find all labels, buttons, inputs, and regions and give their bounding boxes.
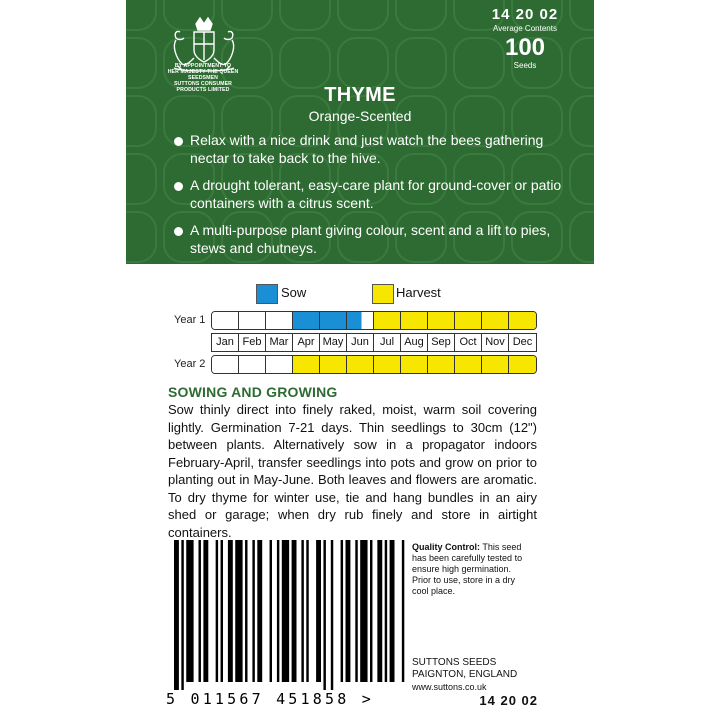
calendar-cell	[509, 312, 536, 329]
month-label: Nov	[482, 334, 509, 351]
barcode-bar	[252, 540, 254, 682]
barcode-bar	[390, 540, 395, 682]
barcode-bar	[270, 540, 272, 682]
barcode-bar	[257, 540, 262, 682]
bullet-text: A drought tolerant, easy-care plant for ground-cover or patio containers with a citrus scent.	[190, 177, 562, 211]
month-label: Dec	[512, 336, 533, 348]
calendar-cell	[428, 312, 455, 329]
product-title: THYME	[324, 84, 396, 106]
month-label: Sep	[428, 334, 455, 351]
barcode-digits: 5 011567 451858 >	[166, 690, 374, 708]
year2-bar	[211, 355, 537, 374]
barcode-bar	[216, 540, 218, 682]
header-panel	[126, 0, 594, 264]
bullet-text: Relax with a nice drink and just watch the bees gathering nectar to take back to the hive.	[190, 132, 544, 166]
seeds-label: Seeds	[513, 61, 537, 70]
calendar-cell	[320, 312, 347, 329]
contents-block	[470, 6, 580, 70]
sow-legend-label: Sow	[281, 285, 307, 300]
month-label: Mar	[266, 334, 293, 351]
month-label: Jul	[374, 334, 401, 351]
barcode-bar	[277, 540, 279, 682]
calendar-cell	[320, 356, 347, 373]
calendar-cell	[239, 356, 266, 373]
bullet-icon	[174, 227, 183, 236]
year2-label: Year 2	[174, 358, 206, 370]
month-label: Jun	[347, 334, 374, 351]
barcode-bar	[282, 540, 289, 682]
barcode-bar	[306, 540, 308, 682]
bullet-icon	[174, 182, 183, 191]
list-item	[174, 176, 586, 212]
calendar-cell	[509, 356, 536, 373]
bullet-text: A multi-purpose plant giving colour, scent and a lift to pies, stews and chutneys.	[190, 222, 551, 256]
company-info	[412, 657, 552, 693]
barcode-bar	[355, 540, 357, 682]
pattern-tile	[396, 0, 446, 30]
barcode-bar	[316, 540, 321, 682]
calendar-cell	[293, 312, 320, 329]
year1-bar	[211, 311, 537, 330]
seed-count: 100	[504, 34, 546, 61]
month-row	[211, 333, 537, 352]
month-label: Apr	[293, 334, 320, 351]
pattern-tile	[126, 212, 156, 262]
quality-text: This seed has been carefully tested to ensure high germination. Prior to use, store in a dry cool place.	[412, 542, 523, 596]
calendar-cell	[347, 356, 374, 373]
barcode-bar	[174, 540, 179, 690]
calendar-cell	[401, 312, 428, 329]
warrant-line: SEEDSMEN	[188, 75, 218, 81]
calendar-cell	[266, 356, 293, 373]
warrant-line: HER MAJESTY THE QUEEN	[167, 69, 239, 75]
month-label: Aug	[401, 334, 428, 351]
quality-control-note	[412, 542, 532, 597]
barcode-bar	[186, 540, 193, 682]
barcode-bar	[199, 540, 201, 682]
sow-swatch	[256, 284, 278, 304]
calendar-cell	[212, 312, 239, 329]
barcode-bar	[203, 540, 208, 682]
seed-packet-back	[126, 0, 594, 720]
pattern-tile	[126, 154, 156, 204]
average-contents-label: Average Contents	[493, 24, 557, 33]
barcode-bar	[346, 540, 351, 682]
calendar-cell	[428, 356, 455, 373]
company-address: PAIGNTON, ENGLAND	[412, 669, 518, 680]
company-name: SUTTONS SEEDS	[412, 657, 497, 668]
calendar-cell	[293, 356, 320, 373]
barcode-bar	[385, 540, 387, 682]
warrant-line: BY APPOINTMENT TO	[174, 63, 232, 69]
barcode-bar	[323, 540, 325, 690]
warrant-line: PRODUCTS LIMITED	[176, 87, 230, 93]
calendar-cell	[374, 356, 401, 373]
bullet-icon	[174, 137, 183, 146]
sowing-instructions: Sow thinly direct into finely raked, moist, warm soil covering lightly. Germination 7-21 days. Thin seedlings to 30cm (12") between plants. Alternatively sow in a propagator indoors February-April, transfer seedlings into pots and grow on prior to planting out in May-June. Both leaves and flowers are aromatic. To dry thyme for winter use, tie and hang bundles in an airy shed or garage; when dry rub finely and store in airtight containers.	[168, 402, 537, 540]
pattern-tile	[126, 0, 156, 30]
calendar-cell	[374, 312, 401, 329]
calendar-cell	[401, 356, 428, 373]
month-label: Feb	[239, 334, 266, 351]
month-label: Jan	[212, 334, 239, 351]
pattern-tile	[280, 0, 330, 30]
barcode-bar	[235, 540, 242, 682]
company-url: www.suttons.co.uk	[412, 682, 487, 692]
barcode-bar	[292, 540, 297, 682]
calendar-cell	[482, 356, 509, 373]
barcode-bar	[245, 540, 247, 682]
pattern-tile	[338, 38, 388, 88]
calendar-cell	[347, 312, 374, 329]
calendar-cell	[266, 312, 293, 329]
year1-label: Year 1	[174, 314, 206, 326]
quality-label: Quality Control:	[412, 542, 480, 552]
calendar-cell	[482, 312, 509, 329]
barcode-bar	[341, 540, 343, 682]
barcode-bar	[221, 540, 223, 682]
calendar-cell	[212, 356, 239, 373]
calendar-cell	[455, 312, 482, 329]
pattern-tile	[338, 0, 388, 30]
barcode-bar	[377, 540, 382, 682]
section-title: SOWING AND GROWING	[168, 384, 338, 400]
product-code: 14 20 02	[491, 6, 559, 23]
calendar-cell	[239, 312, 266, 329]
list-item	[174, 221, 586, 257]
list-item	[174, 131, 586, 167]
barcode-bar	[360, 540, 367, 682]
pattern-tile	[280, 38, 330, 88]
barcode-bar	[370, 540, 372, 682]
warrant-line: SUTTONS CONSUMER	[174, 81, 232, 87]
barcode-bar	[301, 540, 303, 682]
barcode-bar	[331, 540, 333, 690]
month-label: Oct	[455, 334, 482, 351]
product-subtitle: Orange-Scented	[308, 108, 412, 124]
calendar-cell	[455, 356, 482, 373]
barcode-bar	[402, 540, 404, 682]
month-label: May	[320, 334, 347, 351]
barcode-bar	[228, 540, 233, 682]
product-code-bottom: 14 20 02	[479, 693, 538, 708]
harvest-legend-label: Harvest	[396, 285, 441, 300]
barcode	[166, 540, 406, 690]
barcode-bar	[181, 540, 183, 690]
feature-list	[174, 131, 586, 264]
harvest-swatch	[372, 284, 394, 304]
pattern-tile	[396, 38, 446, 88]
